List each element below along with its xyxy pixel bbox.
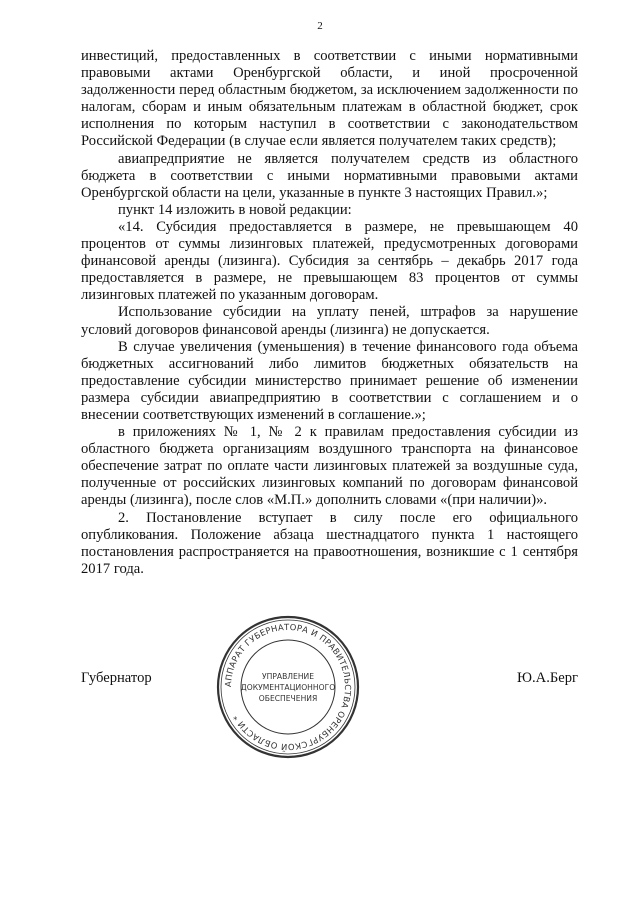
document-body	[81, 48, 578, 578]
seal-center-line-2: ДОКУМЕНТАЦИОННОГО	[240, 683, 336, 692]
paragraph-1: инвестиций, предоставленных в соответствии с иными нормативными правовыми актами Оренбургской области, и иной просроченной задолженности перед областным бюджетом, за исключением задолженности по налогам, сборам и иным обязательным платежам в областной бюджет, срок исполнения по которым наступил в соответствии с законодательством Российской Федерации (в случае если является получателем таких средств);	[81, 48, 578, 150]
seal-center-line-3: ОБЕСПЕЧЕНИЯ	[258, 694, 318, 703]
paragraph-6: В случае увеличения (уменьшения) в течение финансового года объема бюджетных ассигнований либо лимитов бюджетных обязательств на предоставление субсидии министерство принимает решение об изменении размера субсидии авиапредприятию в соответствии с соглашением и о внесении соответствующих изменений в соглашение.»;	[81, 338, 578, 423]
signatory-title: Губернатор	[81, 670, 152, 686]
paragraph-2: авиапредприятие не является получателем средств из областного бюджета в соответствии с иными нормативными правовыми актами Оренбургской области на цели, указанные в пункте 3 настоящих Правил.»;	[81, 150, 578, 201]
page-number: 2	[317, 20, 323, 32]
signatory-name: Ю.А.Берг	[517, 670, 578, 686]
official-seal	[213, 612, 363, 762]
paragraph-7: в приложениях № 1, № 2 к правилам предоставления субсидии из областного бюджета организациям воздушного транспорта на финансовое обеспечение затрат по оплате части лизинговых платежей за воздушные суда, полученные от российских лизинговых компаний по договорам финансовой аренды (лизинга), после слов «М.П.» дополнить словами «(при наличии)».	[81, 424, 578, 509]
seal-ring-text: АППАРАТ ГУБЕРНАТОРА И ПРАВИТЕЛЬСТВА ОРЕНБУРГСКОЙ ОБЛАСТИ *	[222, 621, 354, 753]
paragraph-3: пункт 14 изложить в новой редакции:	[118, 201, 352, 218]
paragraph-4: «14. Субсидия предоставляется в размере, не превышающем 40 процентов от суммы лизинговых платежей, предусмотренных договорами финансовой аренды (лизинга). Субсидия за сентябрь – декабрь 2017 года предоставляется в размере, не превышающем 83 процентов от суммы лизинговых платежей по указанным договорам.	[81, 218, 578, 304]
seal-center-line-1: УПРАВЛЕНИЕ	[261, 672, 315, 681]
paragraph-5: Использование субсидии на уплату пеней, штрафов за нарушение условий договоров финансовой аренды (лизинга) не допускается.	[81, 304, 578, 338]
paragraph-8: 2. Постановление вступает в силу после его официального опубликования. Положение абзаца шестнадцатого пункта 1 настоящего постановления распространяется на правоотношения, возникшие с 1 сентября 2017 года.	[81, 509, 578, 577]
